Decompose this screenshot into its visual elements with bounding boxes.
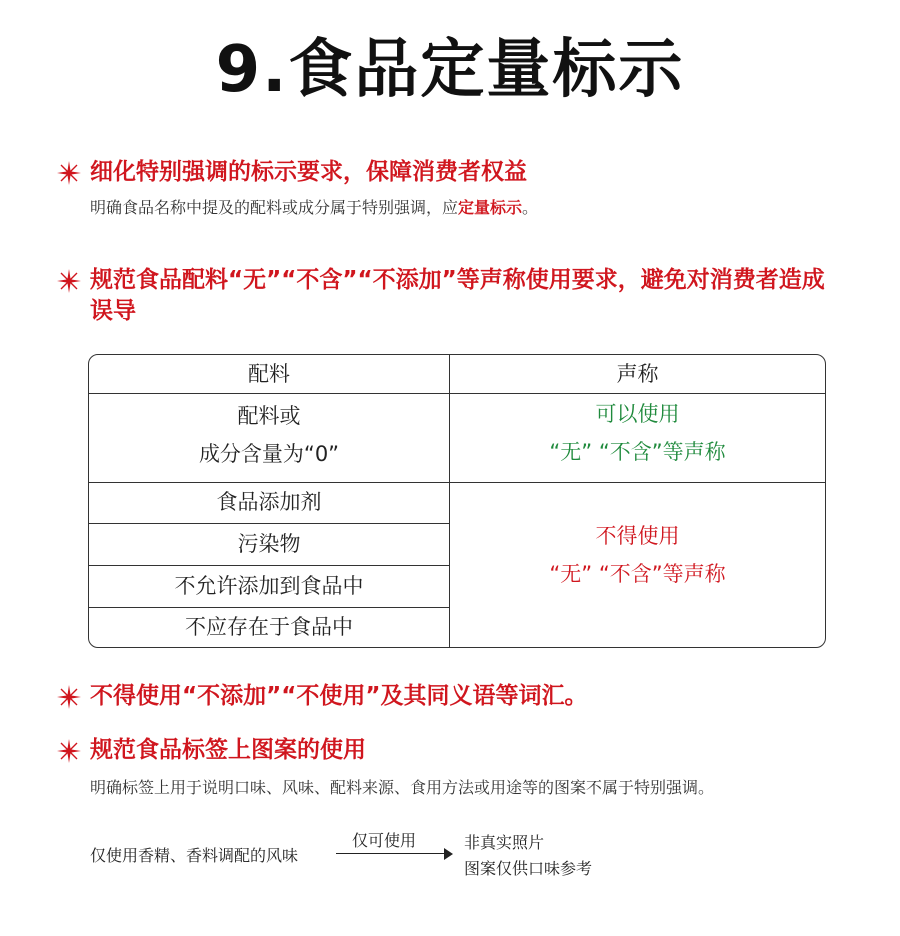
example-result-line: 图案仅供口味参考 (464, 859, 593, 878)
section-2-heading (56, 265, 830, 327)
section-4-heading (56, 735, 830, 766)
section-1-desc-suffix: 。 (522, 198, 539, 217)
example-arrow-label: 仅可使用 (352, 831, 417, 850)
arrow-right-icon (444, 848, 453, 860)
table-cell-may-use (450, 395, 825, 471)
table-divider (89, 393, 825, 394)
table-cell-zero-content (89, 397, 449, 473)
arrow-line (336, 853, 446, 854)
table-header-ingredient: 配料 (248, 362, 290, 386)
section-1-desc-prefix: 明确食品名称中提及的配料或成分属于特别强调，应 (90, 198, 459, 217)
must-not-use-claims: “无” “不含”等声称 (549, 562, 726, 586)
table-cell-must-not-use (450, 517, 825, 593)
sparkle-icon (56, 268, 82, 294)
example-result (464, 830, 592, 882)
sparkle-icon (56, 684, 82, 710)
table-cell-line: 成分含量为“0” (198, 442, 340, 466)
example-source: 仅使用香精、香料调配的风味 (90, 846, 299, 865)
table-cell-line: 配料或 (237, 404, 301, 428)
section-1-heading (56, 157, 830, 188)
table-divider (89, 523, 449, 524)
section-2-heading-text: 规范食品配料“无”“不含”“不添加”等声称使用要求，避免对消费者造成误导 (90, 267, 825, 324)
section-3-heading (56, 681, 830, 712)
section-1-heading-text: 细化特别强调的标示要求，保障消费者权益 (90, 159, 527, 185)
example-result-line: 非真实照片 (464, 833, 545, 852)
must-not-use-label: 不得使用 (595, 524, 680, 548)
table-cell-should-not-exist: 不应存在于食品中 (185, 615, 353, 639)
table-divider (89, 607, 449, 608)
table-cell-contaminant: 污染物 (237, 532, 301, 556)
section-1-description (90, 196, 538, 220)
section-4-heading-text: 规范食品标签上图案的使用 (90, 737, 366, 763)
may-use-claims: “无” “不含”等声称 (549, 440, 726, 464)
table-cell-additive: 食品添加剂 (216, 490, 322, 514)
sparkle-icon (56, 160, 82, 186)
section-1-desc-highlight: 定量标示 (458, 198, 523, 217)
sparkle-icon (56, 738, 82, 764)
section-4-description: 明确标签上用于说明口味、风味、配料来源、食用方法或用途等的图案不属于特别强调。 (90, 778, 715, 797)
section-3-heading-text: 不得使用“不添加”“不使用”及其同义语等词汇。 (90, 683, 588, 709)
table-header-claim: 声称 (616, 362, 659, 386)
page-title: 9.食品定量标示 (215, 33, 685, 107)
table-divider (89, 565, 449, 566)
claims-table (88, 354, 826, 648)
table-divider (89, 482, 825, 483)
table-cell-not-allowed: 不允许添加到食品中 (174, 574, 364, 598)
may-use-label: 可以使用 (595, 402, 680, 426)
